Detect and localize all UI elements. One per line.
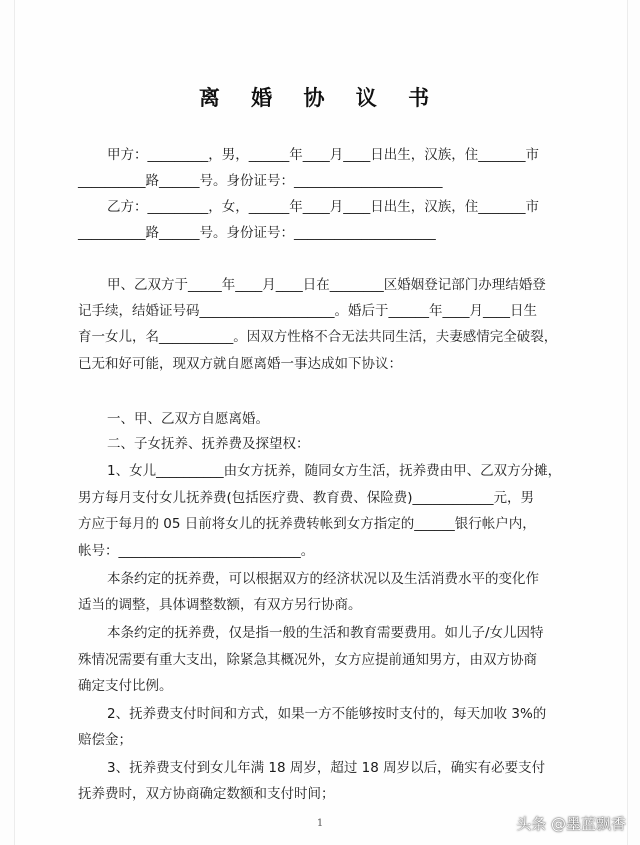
text-line: __________路______号。身份证号：_____________________ <box>78 225 436 241</box>
text-line: 一、甲、乙双方自愿离婚。 <box>107 411 269 427</box>
text-line: 已无和好可能，现双方就自愿离婚一事达成如下协议： <box>78 356 402 372</box>
text-line: 方应于每月的 05 日前将女儿的抚养费转帐到女方指定的______银行帐户内， <box>78 516 536 532</box>
text-line: 帐号：___________________________。 <box>78 543 315 559</box>
watermark: 头条 @墨蓝飘香 <box>516 814 626 833</box>
page-number: 1 <box>316 818 324 829</box>
text-line: 2、抚养费支付时间和方式，如果一方不能够按时支付的，每天加收 3%的 <box>107 706 547 722</box>
document-title: 离 婚 协 议 书 <box>198 86 442 110</box>
text-line: 确定支付比例。 <box>78 678 173 694</box>
text-line: 甲、乙双方于_____年____月____日在________区婚姻登记部门办理结婚登 <box>107 277 546 293</box>
text-line: 记手续，结婚证号码____________________。婚后于______年____月____日生 <box>78 303 537 319</box>
text-line: __________路______号。身份证号：______________________ <box>78 173 443 189</box>
text-line: 甲方：_________，男，______年____月____日出生，汉族，住_______市 <box>107 147 539 163</box>
text-line: 二、子女抚养、抚养费及探望权： <box>107 436 310 452</box>
text-line: 适当的调整，具体调整数额，有双方另行协商。 <box>78 597 362 613</box>
text-line: 育一女儿，名___________。因双方性格不合无法共同生活，夫妻感情完全破裂， <box>78 329 558 345</box>
text-line: 乙方：_________，女，______年____月____日出生，汉族，住_______市 <box>107 199 539 215</box>
text-line: 赔偿金； <box>78 732 132 748</box>
text-line: 1、女儿__________由女方抚养，随同女方生活，抚养费由甲、乙双方分摊， <box>107 463 562 479</box>
text-line: 殊情况需要有重大支出，除紧急其概况外，女方应提前通知男方，由双方协商 <box>78 652 537 668</box>
text-line: 3、抚养费支付到女儿年满 18 周岁，超过 18 周岁以后，确实有必要支付 <box>107 760 546 776</box>
text-line: 抚养费时，双方协商确定数额和支付时间； <box>78 786 335 802</box>
text-line: 本条约定的抚养费，仅是指一般的生活和教育需要费用。如儿子/女儿因特 <box>107 625 544 641</box>
text-line: 本条约定的抚养费，可以根据双方的经济状况以及生活消费水平的变化作 <box>107 571 539 587</box>
text-line: 男方每月支付女儿抚养费(包括医疗费、教育费、保险费)____________元，男 <box>78 490 535 506</box>
